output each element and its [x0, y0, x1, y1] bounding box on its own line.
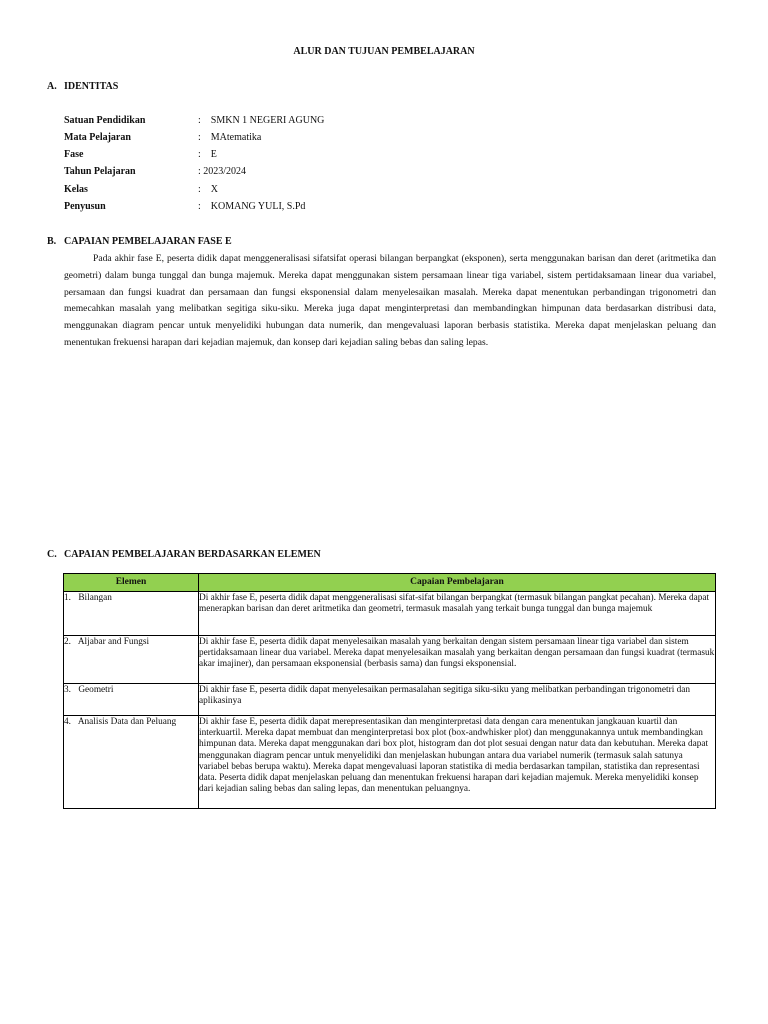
capaian-cell: Di akhir fase E, peserta didik dapat menyelesaikan permasalahan segitiga siku-siku yang melibatkan perbandingan trigonometri dan aplikasinya [199, 684, 716, 716]
elemen-cell [64, 684, 199, 716]
table-row [64, 636, 716, 684]
table-row [64, 684, 716, 716]
identity-value: : MAtematika [198, 132, 262, 143]
identity-value: : X [198, 184, 218, 195]
section-c-heading [47, 549, 321, 560]
elemen-cell [64, 592, 199, 636]
identity-row-kelas [64, 184, 464, 200]
capaian-fase-paragraph: Pada akhir fase E, peserta didik dapat menggeneralisasi sifatsifat operasi bilangan berpangkat (eksponen), serta menggunakan barisan dan deret (aritmetika dan geometri) dalam bunga tunggal dan bunga majemuk. Mereka dapat menggunakan sistem persamaan linear tiga variabel, sistem pertidaksamaan linear dua variabel, persamaan dan fungsi kuadrat dan persamaan dan fungsi eksponensial dalam menyelesaikan masalah. Mereka dapat menentukan perbandingan trigonometri dan memecahkan masalah yang melibatkan segitiga siku-siku. Mereka juga dapat menginterpretasi dan membandingkan himpunan data berdasarkan distribusi data, menggunakan diagram pencar untuk menyelidiki hubungan data numerik, dan mengevaluasi laporan berbasis statistika. Mereka dapat menjelaskan peluang dan menentukan frekuensi harapan dari kejadian majemuk, dan konsep dari kejadian saling bebas dan saling lepas. [64, 253, 716, 348]
section-a-heading [47, 81, 118, 92]
capaian-cell: Di akhir fase E, peserta didik dapat menyelesaikan masalah yang berkaitan dengan sistem persamaan linear tiga variabel dan sistem pertidaksamaan linear dua variabel. Mereka dapat menyelesaikan masalah yang berkaitan dengan persamaan dan fungsi kuadrat (termasuk akar imajiner), dan persamaan eksponensial (berbasis sama) dan fungsi eksponensial. [199, 636, 716, 684]
elemen-name: Bilangan [78, 593, 112, 603]
row-number: 4. [64, 717, 71, 727]
identity-label: Satuan Pendidikan [64, 115, 146, 126]
section-b-heading [47, 236, 232, 247]
identity-value: : 2023/2024 [198, 166, 247, 177]
identity-label: Mata Pelajaran [64, 132, 131, 143]
column-header-capaian: Capaian Pembelajaran [199, 574, 716, 592]
section-a-title: IDENTITAS [64, 81, 119, 92]
capaian-cell: Di akhir fase E, peserta didik dapat merepresentasikan dan menginterpretasi data dengan cara menentukan jangkauan kuartil dan interkuartil. Mereka dapat membuat dan menginterpretasi box plot (box-andwhisker plot) dan menggunakannya untuk membandingkan himpunan data. Mereka dapat menggunakan dari box plot, histogram dan dot plot sesuai dengan natur data dan kebutuhan. Mereka dapat menggunakan diagram pencar untuk menyelidiki dan menjelaskan hubungan antara dua variabel numerik (termasuk salah satunya variabel bebas berupa waktu). Mereka dapat mengevaluasi laporan statistika di media berdasarkan tampilan, statistika dan representasi data. Peserta didik dapat menjelaskan peluang dan menentukan frekuensi harapan dari kejadian majemuk. Mereka menyelidiki konsep dari kejadian saling bebas dan saling lepas, dan menentukan peluangnya. [199, 716, 716, 809]
capaian-cell: Di akhir fase E, peserta didik dapat menggeneralisasi sifat-sifat bilangan berpangkat (termasuk bilangan pangkat pecahan). Mereka dapat menerapkan barisan dan deret aritmetika dan geometri, termasuk masalah yang terkait bunga tunggal dan bunga majemuk [199, 592, 716, 636]
section-a-number: A. [47, 81, 57, 92]
elemen-name: Analisis Data dan Peluang [77, 717, 177, 727]
section-b-title: CAPAIAN PEMBELAJARAN FASE E [64, 236, 232, 247]
section-c-title: CAPAIAN PEMBELAJARAN BERDASARKAN ELEMEN [64, 549, 321, 560]
identity-label: Kelas [64, 184, 88, 195]
elemen-cell [64, 716, 199, 809]
table-header-row [64, 574, 716, 592]
identity-row-fase [64, 149, 464, 165]
identity-row-tahun [64, 166, 464, 182]
table-row [64, 716, 716, 809]
identity-value: : E [198, 149, 217, 160]
identity-label: Tahun Pelajaran [64, 166, 136, 177]
document-title: ALUR DAN TUJUAN PEMBELAJARAN [293, 46, 475, 57]
identity-label: Penyusun [64, 201, 106, 212]
row-number: 2. [64, 637, 71, 647]
row-number: 3. [64, 685, 71, 695]
section-c-number: C. [47, 549, 57, 560]
elemen-name: Geometri [78, 685, 114, 695]
identity-label: Fase [64, 149, 84, 160]
identity-value: : SMKN 1 NEGERI AGUNG [198, 115, 325, 126]
elemen-table [63, 573, 716, 809]
identity-row-mapel [64, 132, 464, 148]
elemen-cell [64, 636, 199, 684]
identity-row-penyusun [64, 201, 464, 217]
section-b-number: B. [47, 236, 57, 247]
identity-row-satuan [64, 115, 464, 131]
elemen-name: Aljabar and Fungsi [77, 637, 150, 647]
row-number: 1. [64, 593, 71, 603]
table-row [64, 592, 716, 636]
column-header-elemen: Elemen [64, 574, 199, 592]
identity-value: : KOMANG YULI, S.Pd [198, 201, 306, 212]
